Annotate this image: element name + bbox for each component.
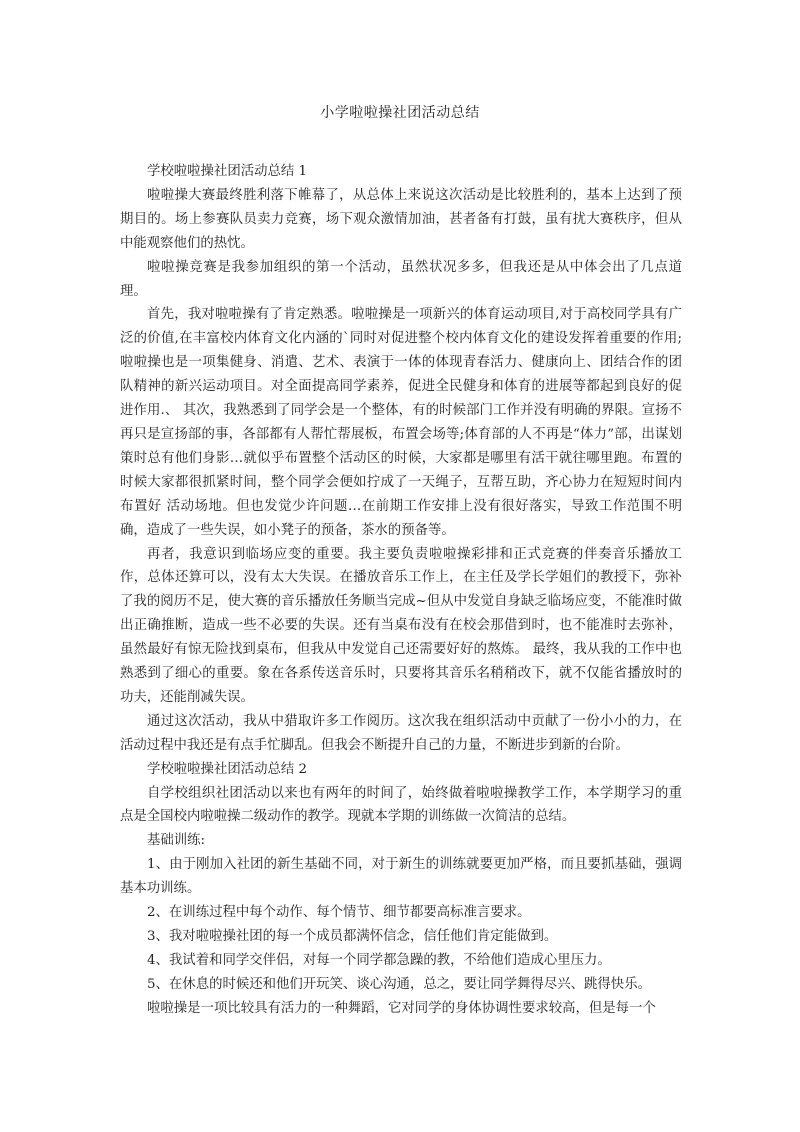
- list-item: 4、我试着和同学交伴侣，对每一个同学都急躁的教，不给他们造成心里压力。: [147, 952, 611, 968]
- paragraph: 啦啦操大赛最终胜利落下帷幕了，从总体上来说这次活动是比较胜利的，基本上达到了预期目的。场上参赛队员卖力竞赛，场下观众激情加油，甚者备有打鼓，虽有扰大赛秩序，但从中能观察他们的热忱。: [120, 187, 682, 251]
- paragraph: 再者，我意识到临场应变的重要。我主要负责啦啦操彩排和正式竞赛的伴奏音乐播放工作，总体还算可以，没有太大失误。在播放音乐工作上，在主任及学长学姐们的教授下，弥补了我的阅历不足，使大赛的音乐播放任务顺当完成~但从中发觉自身缺乏临场应变，不能准时做出正确推断，造成一些不必要的失误。还有当桌布没有在校会那借到时，也不能准时去弥补，虽然最好有惊无险找到桌布，但我从中发觉自己还需要好好的熬炼。 最终，我从我的工作中也熟悉到了细心的重要。象在各系传送音乐时，只要将其音乐名稍稍改下，就不仅能省播放时的功夫，还能削减失误。: [120, 546, 682, 705]
- list-heading: 基础训练:: [147, 833, 206, 849]
- paragraph: 首先，我对啦啦操有了肯定熟悉。啦啦操是一项新兴的体育运动项目,对于高校同学具有广泛的价值,在丰富校内体育文化内涵的`同时对促进整个校内体育文化的建设发挥着重要的作用;啦啦操也是一项集健身、消遣、艺术、表演于一体的体现青春活力、健康向上、团结合作的团队精神的新兴运动项目。对全面提高同学素养，促进全民健身和体育的进展等都起到良好的促进作用.、 其次，我熟悉到了同学会是一个整体，有的时候部门工作并没有明确的界限。宣扬不再只是宣扬部的事，各部都有人帮忙帮展板，布置会场等;体育部的人不再是“体力”部，出谋划策时总有他们身影…就似乎布置整个活动区的时候，大家都是哪里有活干就往哪里跑。布置的时候大家都很抓紧时间，整个同学会便如拧成了一天绳子，互帮互助，齐心协力在短短时间内布置好 活动场地。但也发觉少许问题…在前期工作安排上没有很好落实，导致工作范围不明确，造成了一些失误，如小凳子的预备，茶水的预备等。: [120, 307, 682, 538]
- section-heading-2: 学校啦啦操社团活动总结 2: [147, 761, 308, 777]
- list-item: 5、在休息的时候还和他们开玩笑、谈心沟通，总之，要让同学舞得尽兴、跳得快乐。: [147, 976, 651, 992]
- paragraph: 自学校组织社团活动以来也有两年的时间了，始终做着啦啦操教学工作，本学期学习的重点是全国校内啦啦操二级动作的教学。现就本学期的训练做一次简洁的总结。: [120, 785, 682, 825]
- paragraph: 啦啦操竞赛是我参加组织的第一个活动，虽然状况多多，但我还是从中体会出了几点道理。: [120, 259, 682, 299]
- list-item: 3、我对啦啦操社团的每一个成员都满怀信念，信任他们肯定能做到。: [147, 929, 558, 944]
- list-item: 1、由于刚加入社团的新生基础不同，对于新生的训练就要更加严格，而且要抓基础，强调基本功训练。: [120, 857, 682, 897]
- section-heading-1: 学校啦啦操社团活动总结 1: [147, 164, 308, 179]
- document-body: [120, 160, 682, 1021]
- list-item: 2、在训练过程中每个动作、每个情节、细节都要高标准言要求。: [147, 905, 531, 921]
- document-title: 小学啦啦操社团活动总结: [320, 105, 480, 121]
- paragraph: 啦啦操是一项比较具有活力的一种舞蹈，它对同学的身体协调性要求较高，但是每一个: [147, 1000, 656, 1016]
- paragraph: 通过这次活动，我从中猎取许多工作阅历。这次我在组织活动中贡献了一份小小的力，在活动过程中我还是有点手忙脚乱。但我会不断提升自己的力量，不断进步到新的台阶。: [120, 713, 682, 753]
